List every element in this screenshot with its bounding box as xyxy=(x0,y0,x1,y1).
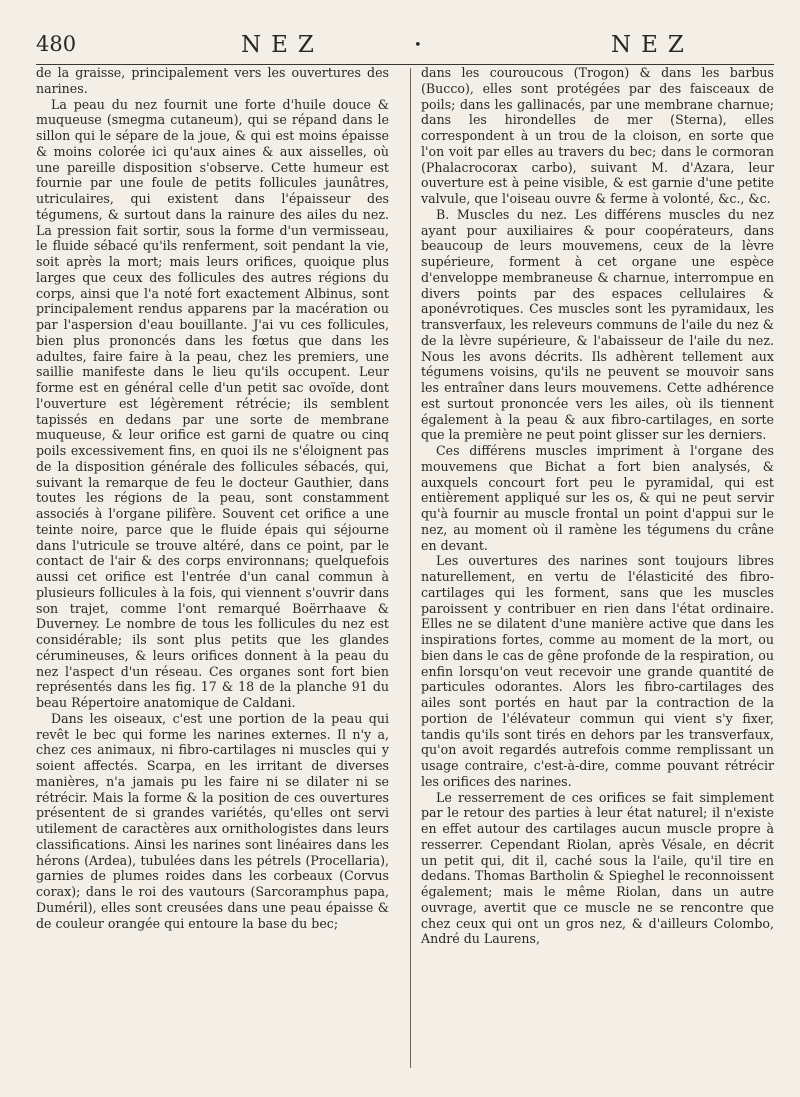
page-header xyxy=(36,30,774,65)
running-head-left: NEZ xyxy=(241,32,324,58)
paragraph: Dans les oiseaux, c'est une portion de la peau qui revêt le bec qui forme les narines externes. Il n'y a, chez ces animaux, ni fibro-cartilages ni muscles qui y soient affectés. Scarpa, en les irritant de diverses manières, n'a jamais pu les faire ni se dilater ni se rétrécir. Mais la forme & la position de ces ouvertures présentent de si grandes variétés, qu'elles ont servi utilement de caractères aux ornithologistes dans leurs classifications. Ainsi les narines sont linéaires dans les hérons (Ardea), tubulées dans les pétrels (Procellaria), garnies de plumes roides dans les corbeaux (Corvus corax); dans le roi des vautours (Sarcoramphus papa, Duméril), elles sont creusées dans une peau épaisse & de couleur orangée qui entoure la base du bec; xyxy=(36,710,389,931)
paragraph: La peau du nez fournit une forte d'huile douce & muqueuse (smegma cutaneum), qui se répand dans le sillon qui le sépare de la joue, & qui est moins épaisse & moins colorée ici qu'aux aines & aux aisselles, où une pareille disposition s'observe. Cette humeur est fournie par une foule de petits follicules jaunâtres, utriculaires, qui existent dans l'épaisseur des tégumens, & surtout dans la rainure des ailes du nez. La pression fait sortir, sous la forme d'un vermisseau, le fluide sébacé qu'ils renferment, soit pendant la vie, soit après la mort; mais leurs orifices, quoique plus larges que ceux des follicules des autres régions du corps, ainsi que l'a noté fort exactement Albinus, sont principalement rendus apparens par la macération ou par l'aspersion d'eau bouillante. J'ai vu ces follicules, bien plus prononcés dans les fœtus que dans les adultes, faire faire à la peau, chez les premiers, une saillie manifeste dans le lieu qu'ils occupent. Leur forme est en général celle d'un petit sac ovoïde, dont l'ouverture est légèrement rétrécie; ils semblent tapissés en dedans par une sorte de membrane muqueuse, & leur orifice est garni de quatre ou cinq poils excessivement fins, en quoi ils ne s'éloignent pas de la disposition générale des follicules sébacés, qui, suivant la remarque de feu le docteur Gauthier, dans toutes les régions de la peau, sont constamment associés à l'organe pilifère. Souvent cet orifice a une teinte noire, parce que le fluide épais qui séjourne dans l'utricule se trouve altéré, dans ce point, par le contact de l'air & des corps environnans; quelquefois aussi cet orifice est l'entrée d'un canal commun à plusieurs follicules à la fois, qui viennent s'ouvrir dans son trajet, comme l'ont remarqué Boërrhaave & Duverney. Le nombre de tous les follicules du nez est considérable; ils sont plus petits que les glandes cérumineuses, & leurs orifices donnent à la peau du nez l'aspect d'un réseau. Ces organes sont fort bien représentés dans les fig. 17 & 18 de la planche 91 du beau Répertoire anatomique de Caldani. xyxy=(36,96,389,710)
paragraph: Les ouvertures des narines sont toujours libres naturellement, en vertu de l'élasticité des fibro-cartilages qui les forment, sans que les muscles paroissent y contribuer en rien dans l'état ordinaire. Elles ne se dilatent d'une manière active que dans les inspirations fortes, comme au moment de la mort, ou bien dans le cas de gêne profonde de la respiration, ou enfin lorsqu'on veut recevoir une grande quantité de particules odorantes. Alors les fibro-cartilages des ailes sont portés en haut par la contraction de la portion de l'élévateur commun qui vient s'y fixer, tandis qu'ils sont tirés en dehors par les transverfaux, qu'on avoit regardés autrefois comme remplissant un usage contraire, c'est-à-dire, comme pouvant rétrécir les orifices des narines. xyxy=(421,553,774,789)
running-head-right: NEZ xyxy=(611,32,694,58)
paragraph: de la graisse, principalement vers les ouvertures des narines. xyxy=(36,65,389,96)
column-divider xyxy=(410,68,411,1068)
header-ornament: • xyxy=(414,38,422,53)
paragraph: B. Muscles du nez. Les différens muscles du nez ayant pour auxiliaires & pour coopérateurs, dans beaucoup de leurs mouvemens, ceux de la lèvre supérieure, forment à cet organe une espèce d'enveloppe membraneuse & charnue, interrompue en divers points par des espaces cellulaires & aponévrotiques. Ces muscles sont les pyramidaux, les transverfaux, les releveurs communs de l'aile du nez & de la lèvre supérieure, & l'abaisseur de l'aile du nez. Nous les avons décrits. Ils adhèrent tellement aux tégumens voisins, qu'ils ne peuvent se mouvoir sans les entraîner dans leurs mouvemens. Cette adhérence est surtout prononcée vers les ailes, où ils tiennent également à la peau & aux fibro-cartilages, en sorte que la première ne peut point glisser sur les derniers. xyxy=(421,206,774,443)
paragraph: Le resserrement de ces orifices se fait simplement par le retour des parties à leur état naturel; il n'existe en effet autour des cartilages aucun muscle propre à resserrer. Cependant Riolan, après Vésale, en décrit un petit qui, dit il, caché sous la l'aile, qu'il tire en dedans. Thomas Bartholin & Spieghel le reconnoissent également; mais le même Riolan, dans un autre ouvrage, avertit que ce muscle ne se rencontre que chez ceux qui ont un gros nez, & d'ailleurs Colombo, André du Laurens, xyxy=(421,789,774,947)
right-column xyxy=(421,65,774,947)
paragraph: dans les couroucous (Trogon) & dans les barbus (Bucco), elles sont protégées par des faisceaux de poils; dans les gallinacés, par une membrane charnue; dans les hirondelles de mer (Sterna), elles correspondent à un trou de la cloison, en sorte que l'on voit par elles au travers du bec; dans le cormoran (Phalacrocorax carbo), suivant M. d'Azara, leur ouverture est à peine visible, & est garnie d'une petite valvule, que l'oiseau ouvre & ferme à volonté, &c., &c. xyxy=(421,65,774,206)
page-number: 480 xyxy=(36,32,77,56)
left-column xyxy=(36,65,389,931)
paragraph: Ces différens muscles impriment à l'organe des mouvemens que Bichat a fort bien analysés, & auxquels concourt fort peu le pyramidal, qui est entièrement appliqué sur les os, & qui ne peut servir qu'à fournir au muscle frontal un point d'appui sur le nez, au moment où il ramène les tégumens du crâne en devant. xyxy=(421,443,774,553)
